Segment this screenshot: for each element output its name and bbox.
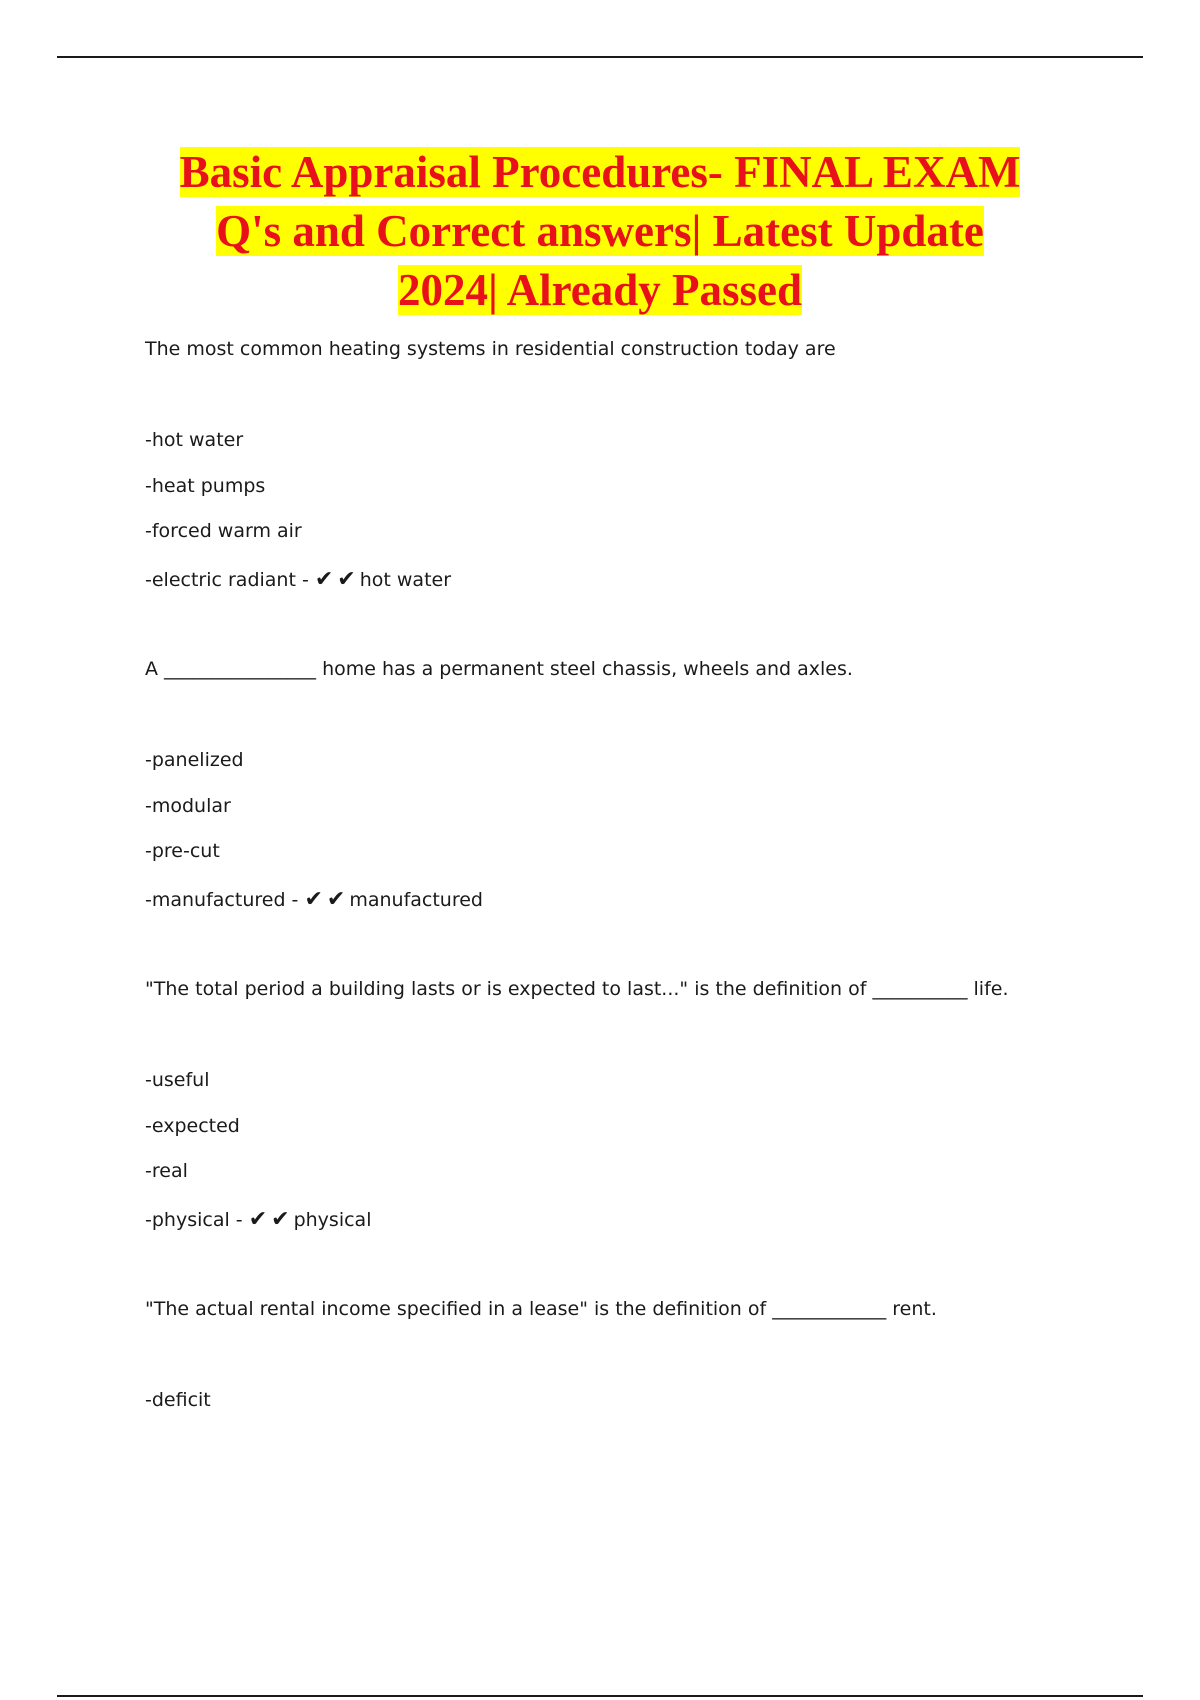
option-item: -pre-cut [145, 840, 220, 862]
answer-line [145, 887, 483, 912]
answer-line [145, 567, 451, 592]
title-line-1: Basic Appraisal Procedures- FINAL EXAM [179, 147, 1021, 197]
title-line-3: 2024| Already Passed [397, 265, 803, 315]
title-line-2: Q's and Correct answers| Latest Update [216, 206, 984, 256]
correct-answer: manufactured [349, 889, 483, 911]
correct-answer: hot water [359, 569, 452, 591]
questions-list [145, 338, 1095, 1618]
option-item: -hot water [145, 429, 244, 451]
answer-line [145, 1207, 371, 1232]
option-item: -expected [145, 1115, 240, 1137]
double-check-icon: ✔✔ [248, 1207, 294, 1232]
double-check-icon: ✔✔ [304, 887, 350, 912]
question-text: A ________________ home has a permanent steel chassis, wheels and axles. [145, 658, 853, 680]
header-rule [57, 56, 1143, 58]
option-item: -real [145, 1160, 188, 1182]
document-title [100, 143, 1100, 320]
option-item: -heat pumps [145, 475, 266, 497]
question-text: "The actual rental income specified in a lease" is the definition of ____________ rent. [145, 1298, 937, 1320]
option-item: -physical - [145, 1209, 243, 1231]
question-block [145, 978, 1095, 1298]
question-text: The most common heating systems in residential construction today are [145, 338, 836, 360]
double-check-icon: ✔✔ [314, 567, 360, 592]
option-item: -electric radiant - [145, 569, 309, 591]
option-item: -forced warm air [145, 520, 302, 542]
option-item: -modular [145, 795, 231, 817]
option-item: -manufactured - [145, 889, 299, 911]
question-block [145, 338, 1095, 658]
footer-rule [57, 1695, 1143, 1697]
option-item: -useful [145, 1069, 210, 1091]
question-block [145, 658, 1095, 978]
question-text: "The total period a building lasts or is expected to last..." is the definition of __________ life. [145, 978, 1009, 1000]
question-block [145, 1298, 1095, 1618]
option-item: -panelized [145, 749, 244, 771]
correct-answer: physical [293, 1209, 372, 1231]
option-item: -deficit [145, 1389, 211, 1411]
